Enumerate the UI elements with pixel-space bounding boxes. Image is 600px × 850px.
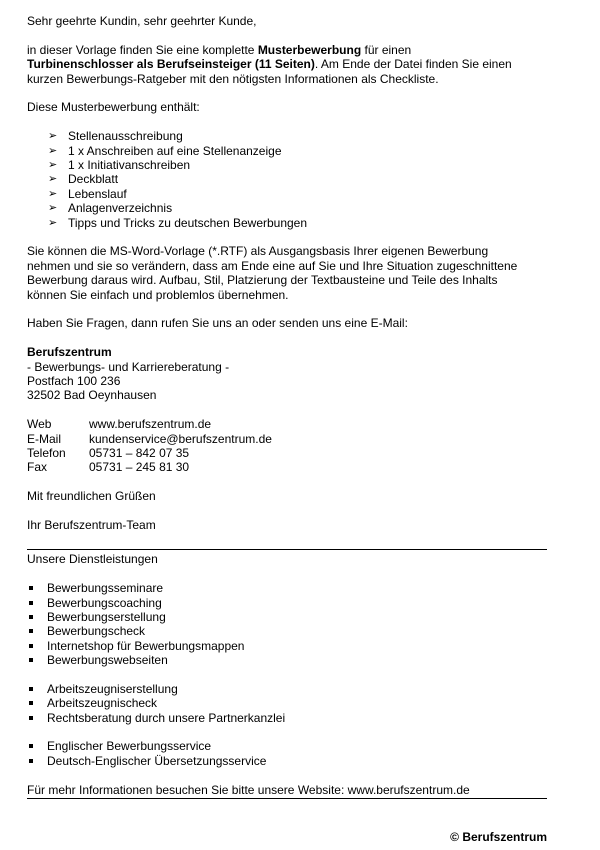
- services-list-1: [27, 581, 547, 667]
- services-heading: Unsere Dienstleistungen: [27, 552, 158, 567]
- list-item: [27, 639, 547, 653]
- list-item-label: Bewerbungsseminare: [47, 581, 164, 596]
- list-item-label: Deutsch-Englischer Übersetzungsservice: [47, 753, 267, 768]
- list-item-label: 1 x Initiativanschreiben: [68, 157, 191, 172]
- questions-text: Haben Sie Fragen, dann rufen Sie uns an oder senden uns eine E-Mail:: [27, 316, 408, 331]
- list-item: [48, 172, 547, 186]
- list-item: [27, 581, 547, 595]
- list-item: [48, 216, 547, 230]
- usage-line: nehmen und sie so verändern, dass am Ende eine auf Sie und Ihre Situation zugeschnittene: [27, 258, 518, 273]
- list-item: [27, 682, 547, 696]
- square-bullet-icon: [29, 687, 33, 691]
- phone-value: 05731 – 842 07 35: [89, 445, 190, 460]
- square-bullet-icon: [29, 644, 33, 648]
- services-list-2: [27, 682, 547, 725]
- arrow-bullet-icon: ➢: [48, 216, 58, 229]
- list-item-label: Internetshop für Bewerbungsmappen: [47, 638, 245, 653]
- list-item-label: Arbeitszeugnischeck: [47, 696, 158, 711]
- contact-label: Fax: [27, 460, 48, 475]
- intro-line-1: [27, 43, 547, 57]
- web-link[interactable]: www.berufszentrum.de: [89, 417, 212, 432]
- list-item-label: Bewerbungscheck: [47, 624, 146, 639]
- square-bullet-icon: [29, 615, 33, 619]
- square-bullet-icon: [29, 601, 33, 605]
- contact-row-phone: [27, 446, 547, 460]
- fax-value: 05731 – 245 81 30: [89, 460, 190, 475]
- square-bullet-icon: [29, 586, 33, 590]
- contact-row-web: [27, 417, 547, 431]
- list-item-label: Deckblatt: [68, 172, 119, 187]
- contact-row-fax: [27, 460, 547, 474]
- contains-heading: Diese Musterbewerbung enthält:: [27, 100, 200, 115]
- signature: Ihr Berufszentrum-Team: [27, 517, 156, 532]
- intro-bold: Musterbewerbung: [257, 42, 362, 57]
- list-item-label: 1 x Anschreiben auf eine Stellenanzeige: [68, 143, 282, 158]
- list-item: [27, 754, 547, 768]
- address-line: Postfach 100 236: [27, 373, 121, 388]
- list-item: [48, 129, 547, 143]
- letter-page: [27, 14, 547, 799]
- list-item-label: Rechtsberatung durch unsere Partnerkanzlei: [47, 710, 286, 725]
- list-item: [27, 610, 547, 624]
- list-item-label: Stellenausschreibung: [68, 129, 183, 144]
- company-name-bold: Berufszentrum: [27, 345, 112, 360]
- usage-line: können Sie einfach und problemlos übernehmen.: [27, 287, 289, 302]
- list-item-label: Tipps und Tricks zu deutschen Bewerbungen: [68, 215, 308, 230]
- intro-line-3: kurzen Bewerbungs-Ratgeber mit den nötigsten Informationen als Checkliste.: [27, 71, 439, 86]
- list-item-label: Anlagenverzeichnis: [68, 201, 173, 216]
- list-item-label: Arbeitszeugniserstellung: [47, 681, 178, 696]
- arrow-bullet-icon: ➢: [48, 144, 58, 157]
- square-bullet-icon: [29, 658, 33, 662]
- list-item: [48, 201, 547, 215]
- list-item-label: Lebenslauf: [68, 186, 127, 201]
- square-bullet-icon: [29, 629, 33, 633]
- contact-row-email: [27, 432, 547, 446]
- square-bullet-icon: [29, 701, 33, 705]
- list-item: [27, 596, 547, 610]
- intro-text: in dieser Vorlage finden Sie eine komplette: [27, 42, 258, 57]
- address-line: - Bewerbungs- und Karriereberatung -: [27, 359, 230, 374]
- more-info: Für mehr Informationen besuchen Sie bitte unsere Website: www.berufszentrum.de: [27, 782, 470, 797]
- divider: [27, 549, 547, 550]
- arrow-bullet-icon: ➢: [48, 202, 58, 215]
- address-line: 32502 Bad Oeynhausen: [27, 388, 157, 403]
- usage-line: Bewerbung daraus wird. Aufbau, Stil, Platzierung der Textbausteine und Teile des Inhalts: [27, 273, 498, 288]
- closing: Mit freundlichen Grüßen: [27, 489, 156, 504]
- email-link[interactable]: kundenservice@berufszentrum.de: [89, 431, 272, 446]
- list-item: [27, 711, 547, 725]
- list-item: [48, 158, 547, 172]
- square-bullet-icon: [29, 744, 33, 748]
- services-list-3: [27, 739, 547, 768]
- contact-label: Telefon: [27, 445, 66, 460]
- salutation: Sehr geehrte Kundin, sehr geehrter Kunde,: [27, 14, 257, 28]
- contact-label: E-Mail: [27, 431, 62, 446]
- list-item: [48, 187, 547, 201]
- copyright: © Berufszentrum: [450, 830, 547, 844]
- list-item: [27, 624, 547, 638]
- divider: [27, 798, 547, 799]
- arrow-bullet-icon: ➢: [48, 187, 58, 200]
- contact-label: Web: [27, 417, 52, 432]
- intro-line-2: [27, 57, 547, 71]
- usage-line: Sie können die MS-Word-Vorlage (*.RTF) als Ausgangsbasis Ihrer eigenen Bewerbung: [27, 244, 489, 259]
- list-item-label: Englischer Bewerbungsservice: [47, 739, 212, 754]
- list-item-label: Bewerbungserstellung: [47, 609, 166, 624]
- square-bullet-icon: [29, 759, 33, 763]
- list-item-label: Bewerbungswebseiten: [47, 653, 168, 668]
- list-item: [27, 653, 547, 667]
- list-item: [27, 696, 547, 710]
- arrow-bullet-icon: ➢: [48, 130, 58, 143]
- intro-text: . Am Ende der Datei finden Sie einen: [314, 57, 512, 72]
- contents-list: [27, 129, 547, 230]
- arrow-bullet-icon: ➢: [48, 173, 58, 186]
- intro-text: für einen: [361, 42, 412, 57]
- list-item: [48, 144, 547, 158]
- list-item: [27, 739, 547, 753]
- square-bullet-icon: [29, 716, 33, 720]
- company-name: [27, 345, 547, 359]
- list-item-label: Bewerbungscoaching: [47, 595, 162, 610]
- arrow-bullet-icon: ➢: [48, 158, 58, 171]
- job-title: Turbinenschlosser als Berufseinsteiger (11 Seiten): [27, 57, 315, 72]
